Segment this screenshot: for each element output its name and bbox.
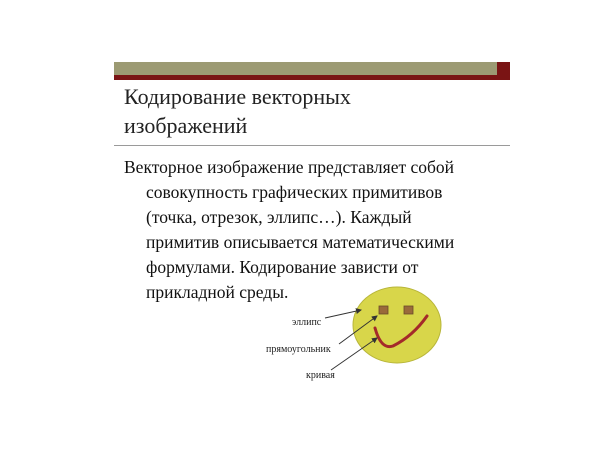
paragraph-line: Векторное изображение представляет собой: [124, 157, 455, 177]
smiley-right-eye: [404, 306, 413, 314]
curve-label: кривая: [306, 370, 335, 381]
smiley-face-ellipse: [353, 287, 441, 363]
paragraph-line: прикладной среды.: [146, 282, 289, 302]
title-divider: [114, 145, 510, 146]
paragraph-line: формулами. Кодирование зависти от: [146, 257, 419, 277]
header-decoration-bar: [114, 62, 510, 80]
smiley-left-eye: [379, 306, 388, 314]
paragraph-line: (точка, отрезок, эллипс…). Каждый: [146, 207, 412, 227]
header-red-strip: [114, 75, 510, 80]
header-red-square: [497, 62, 510, 75]
header-olive-band: [114, 62, 497, 75]
smiley-svg: [255, 280, 455, 390]
rectangle-label: прямоугольник: [266, 344, 331, 355]
paragraph-line: примитив описывается математическими: [146, 232, 455, 252]
slide-title: Кодирование векторных изображений: [124, 84, 351, 138]
ellipse-label: эллипс: [292, 317, 322, 328]
smiley-diagram: [255, 280, 455, 390]
paragraph-line: совокупность графических примитивов: [146, 182, 443, 202]
